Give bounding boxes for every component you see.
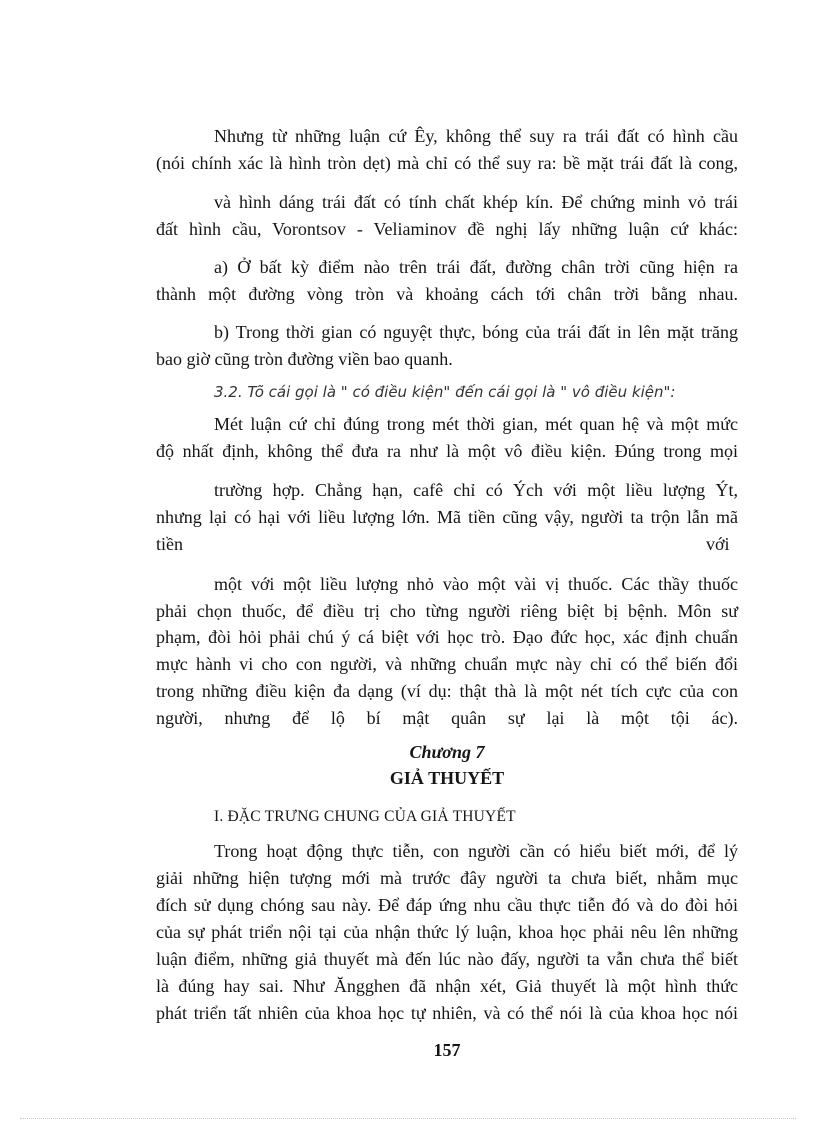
paragraph-line: tiền [156,534,183,554]
paragraph-line: trường hợp. Chẳng hạn, cafê chỉ có Ých với một liều lượng Ýt, [214,480,738,500]
paragraph-line: với [706,534,730,554]
section-heading: I. ĐẶC TRƯNG CHUNG CỦA GIẢ THUYẾT [214,808,516,825]
paragraph-line: Nhưng từ những luận cứ Êy, không thể suy ra trái đất có hình cầu [214,126,738,146]
paragraph-line: một với một liều lượng nhỏ vào một vài vị thuốc. Các thầy thuốc [214,574,738,594]
paragraph-line: phạm, đòi hỏi phải chú ý cá biệt với học trò. Đạo đức học, xác định chuẩn [156,627,738,647]
subsection-heading: 3.2. Tõ cái gọi là " có điều kiện" đến cái gọi là " vô điều kiện": [214,383,676,401]
paragraph-line: Trong hoạt động thực tiễn, con người cần có hiểu biết mới, để lý [214,841,738,861]
paragraph-line: b) Trong thời gian có nguyệt thực, bóng của trái đất in lên mặt trăng [214,322,738,342]
chapter-number: Chương 7 [409,742,485,762]
paragraph-line: nhưng lại có hại với liều lượng lớn. Mã tiền cũng vậy, người ta trộn lẫn mã [156,507,738,527]
page-bottom-divider [20,1118,796,1119]
paragraph-line: và hình dáng trái đất có tính chất khép kín. Để chứng minh vỏ trái [214,192,738,212]
paragraph-line: giải những hiện tượng mới mà trước đây người ta chưa biết, nhằm mục [156,868,738,888]
paragraph-line: bao giờ cũng tròn đường viền bao quanh. [156,349,453,369]
paragraph-line: người, nhưng để lộ bí mật quân sự lại là một tội ác). [156,708,738,728]
paragraph-line: Mét luận cứ chỉ đúng trong mét thời gian, mét quan hệ và một mức [214,414,738,434]
paragraph-line: đất hình cầu, Vorontsov - Veliaminov đề nghị lấy những luận cứ khác: [156,219,738,239]
paragraph-line: a) Ở bất kỳ điểm nào trên trái đất, đường chân trời cũng hiện ra [214,257,738,277]
paragraph-line: mực hành vi cho con người, và những chuẩn mực này chỉ có thể biến đổi [156,654,738,674]
paragraph-line: độ nhất định, không thể đưa ra như là một vô điều kiện. Đúng trong mọi [156,441,738,461]
paragraph-line: (nói chính xác là hình tròn dẹt) mà chỉ có thể suy ra: bề mặt trái đất là cong, [156,153,738,173]
chapter-title: GIẢ THUYẾT [389,768,505,788]
paragraph-line: luận điểm, những giả thuyết mà đến lúc nào đấy, người ta vẫn chưa thể biết [156,949,738,969]
paragraph-line: là đúng hay sai. Như Ăngghen đã nhận xét, Giả thuyết là một hình thức [156,976,738,996]
paragraph-line: đích sử dụng chóng sau này. Để đáp ứng nhu cầu thực tiễn đó và do đòi hỏi [156,895,738,915]
paragraph-line: thành một đường vòng tròn và khoảng cách tới chân trời bằng nhau. [156,284,738,304]
paragraph-line: của sự phát triển nội tại của nhận thức lý luận, khoa học phải nêu lên những [156,922,738,942]
paragraph-line: phát triển tất nhiên của khoa học tự nhiên, và có thể nói là của khoa học nói [156,1003,738,1023]
paragraph-line: phải chọn thuốc, để điều trị cho từng người riêng biệt bị bệnh. Môn sư [156,601,738,621]
page-number: 157 [433,1040,461,1060]
paragraph-line: trong những điều kiện đa dạng (ví dụ: thật thà là một nét tích cực của con [156,681,738,701]
